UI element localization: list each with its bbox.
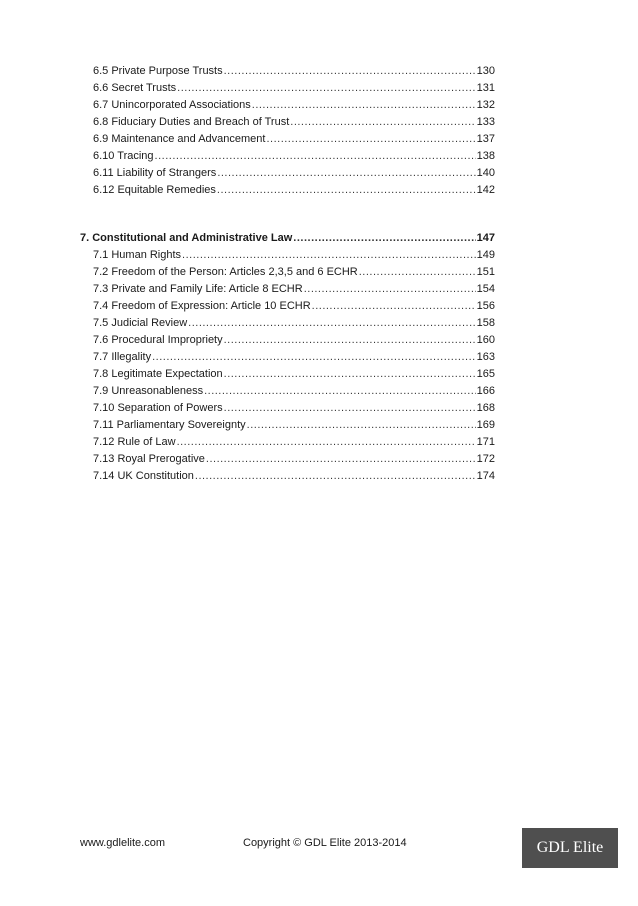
toc-entry[interactable] <box>93 133 495 151</box>
toc-entry-title: 6.8 Fiduciary Duties and Breach of Trust <box>93 116 290 128</box>
toc-leader-dots <box>155 150 476 162</box>
toc-leader-dots <box>152 351 476 363</box>
toc-entry-page: 169 <box>476 419 495 431</box>
toc-entry[interactable] <box>93 419 495 437</box>
toc-entry-page: 140 <box>476 167 495 179</box>
toc-leader-dots <box>224 334 476 346</box>
logo-text: GDL Elite <box>536 839 604 856</box>
toc-entry-page: 130 <box>476 65 495 77</box>
toc-entry-page: 163 <box>476 351 495 363</box>
toc-leader-dots <box>266 133 475 145</box>
toc-entry[interactable] <box>93 116 495 134</box>
toc-entry[interactable] <box>93 65 495 83</box>
toc-entry-title: 7.3 Private and Family Life: Article 8 ECHR <box>93 283 303 295</box>
toc-leader-dots <box>217 167 475 179</box>
toc-entry[interactable] <box>93 283 495 301</box>
toc-leader-dots <box>177 436 476 448</box>
toc-leader-dots <box>177 82 475 94</box>
toc-entry[interactable] <box>93 385 495 403</box>
toc-entry[interactable] <box>93 402 495 420</box>
footer-copyright: Copyright © GDL Elite 2013-2014 <box>243 837 407 849</box>
toc-entry-page: 172 <box>476 453 495 465</box>
toc-entry-title: 6.12 Equitable Remedies <box>93 184 216 196</box>
toc-entry-page: 166 <box>476 385 495 397</box>
toc-entry[interactable] <box>93 453 495 471</box>
toc-entry[interactable] <box>93 334 495 352</box>
toc-entry[interactable] <box>93 150 495 168</box>
toc-entry-title: 7.6 Procedural Impropriety <box>93 334 223 346</box>
toc-leader-dots <box>195 470 476 482</box>
toc-entry[interactable] <box>93 300 495 318</box>
gdl-elite-logo <box>522 828 618 868</box>
toc-entry-page: 158 <box>476 317 495 329</box>
toc-entry-title: 7.7 Illegality <box>93 351 152 363</box>
toc-leader-dots <box>224 65 476 77</box>
toc-entry-title: 7.5 Judicial Review <box>93 317 188 329</box>
toc-entry-title: 7.1 Human Rights <box>93 249 182 261</box>
toc-leader-dots <box>182 249 476 261</box>
toc-leader-dots <box>304 283 476 295</box>
toc-entry[interactable] <box>93 317 495 335</box>
toc-chapter-page: 147 <box>476 232 495 244</box>
toc-entry-page: 165 <box>476 368 495 380</box>
toc-entry-page: 131 <box>476 82 495 94</box>
toc-entry-page: 174 <box>476 470 495 482</box>
toc-leader-dots <box>188 317 475 329</box>
footer-website[interactable]: www.gdlelite.com <box>80 837 165 849</box>
toc-entry[interactable] <box>93 167 495 185</box>
toc-entry-title: 6.10 Tracing <box>93 150 154 162</box>
toc-entry-title: 6.9 Maintenance and Advancement <box>93 133 266 145</box>
toc-leader-dots <box>252 99 476 111</box>
toc-entry[interactable] <box>93 99 495 117</box>
toc-entry-title: 7.13 Royal Prerogative <box>93 453 205 465</box>
toc-leader-dots <box>312 300 476 312</box>
toc-entry-title: 7.8 Legitimate Expectation <box>93 368 223 380</box>
toc-entry[interactable] <box>93 368 495 386</box>
toc-entry-title: 7.10 Separation of Powers <box>93 402 223 414</box>
toc-entry[interactable] <box>93 436 495 454</box>
toc-entry-page: 132 <box>476 99 495 111</box>
toc-entry-title: 7.4 Freedom of Expression: Article 10 ECHR <box>93 300 311 312</box>
toc-leader-dots <box>290 116 475 128</box>
toc-entry-title: 7.2 Freedom of the Person: Articles 2,3,5 and 6 ECHR <box>93 266 358 278</box>
toc-chapter-heading[interactable] <box>80 232 495 250</box>
toc-entry-page: 133 <box>476 116 495 128</box>
toc-entry-title: 6.11 Liability of Strangers <box>93 167 217 179</box>
toc-entry-page: 171 <box>476 436 495 448</box>
toc-entry-title: 7.14 UK Constitution <box>93 470 194 482</box>
toc-entry-page: 160 <box>476 334 495 346</box>
toc-entry-title: 6.5 Private Purpose Trusts <box>93 65 223 77</box>
toc-entry-title: 7.9 Unreasonableness <box>93 385 204 397</box>
toc-entry[interactable] <box>93 266 495 284</box>
toc-leader-dots <box>247 419 476 431</box>
toc-leader-dots <box>217 184 476 196</box>
toc-entry-page: 138 <box>476 150 495 162</box>
toc-leader-dots <box>224 402 476 414</box>
toc-entry-page: 137 <box>476 133 495 145</box>
toc-entry-page: 154 <box>476 283 495 295</box>
toc-entry-title: 7.12 Rule of Law <box>93 436 176 448</box>
toc-leader-dots <box>293 232 475 244</box>
toc-entry[interactable] <box>93 82 495 100</box>
toc-entry-title: 6.7 Unincorporated Associations <box>93 99 251 111</box>
toc-leader-dots <box>204 385 476 397</box>
toc-entry[interactable] <box>93 470 495 488</box>
toc-leader-dots <box>224 368 476 380</box>
toc-entry-title: 6.6 Secret Trusts <box>93 82 177 94</box>
toc-entry-title: 7.11 Parliamentary Sovereignty <box>93 419 246 431</box>
toc-entry-page: 149 <box>476 249 495 261</box>
toc-chapter-title: 7. Constitutional and Administrative Law <box>80 232 293 244</box>
toc-entry-page: 151 <box>476 266 495 278</box>
toc-entry-page: 168 <box>476 402 495 414</box>
toc-entry[interactable] <box>93 249 495 267</box>
toc-entry[interactable] <box>93 184 495 202</box>
toc-leader-dots <box>359 266 476 278</box>
toc-entry[interactable] <box>93 351 495 369</box>
toc-entry-page: 142 <box>476 184 495 196</box>
toc-entry-page: 156 <box>476 300 495 312</box>
toc-leader-dots <box>206 453 476 465</box>
